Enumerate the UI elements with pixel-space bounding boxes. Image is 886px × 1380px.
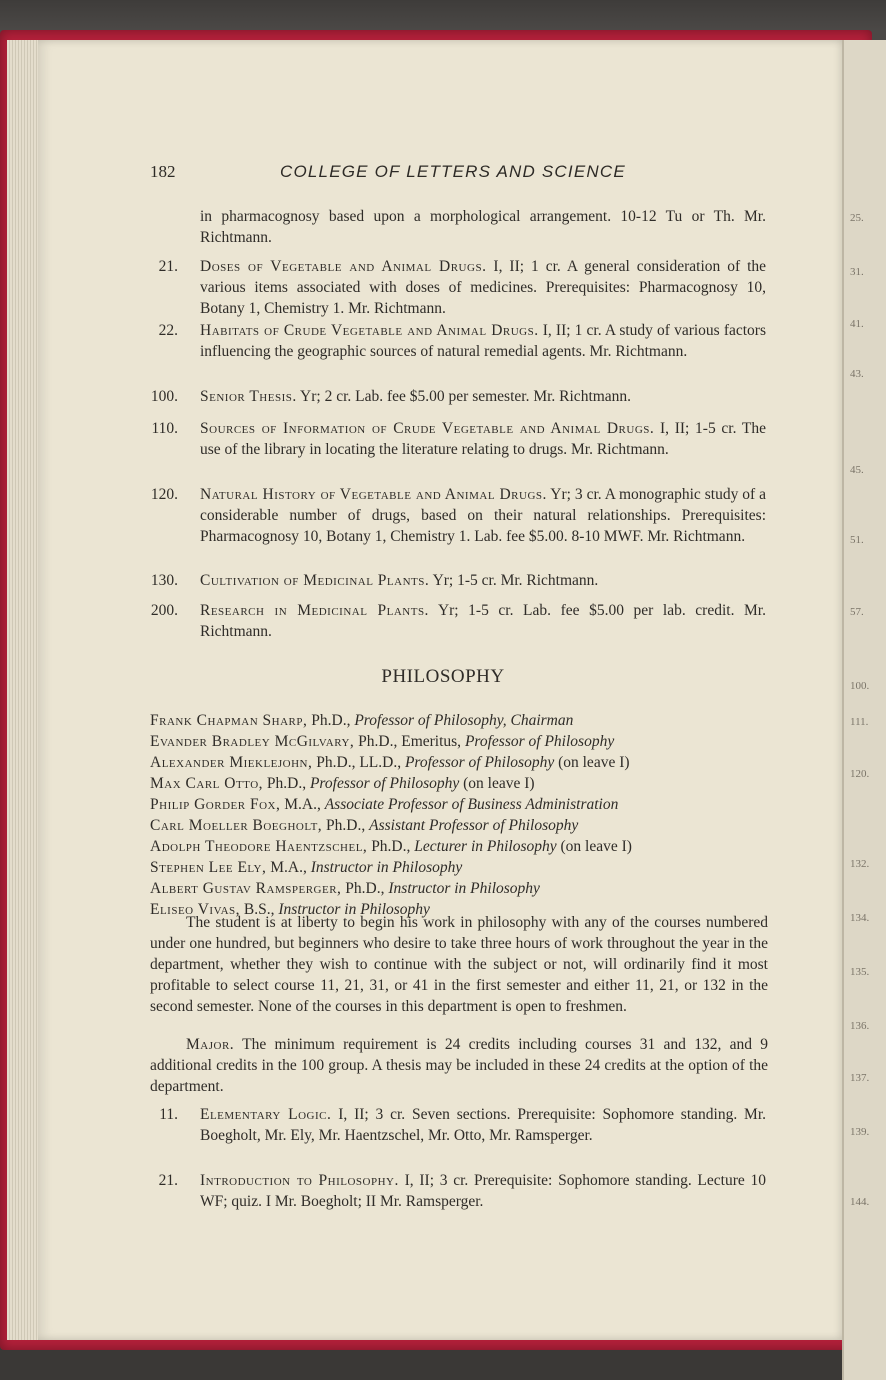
course-description — [200, 1104, 766, 1146]
edge-number: 111. — [850, 716, 869, 728]
page-number: 182 — [150, 162, 176, 181]
faculty-entry — [150, 731, 770, 752]
edge-number: 25. — [850, 212, 864, 224]
faculty-degree: B.S., — [240, 901, 279, 918]
faculty-name: Evander Bradley McGilvary, — [150, 733, 355, 750]
edge-number: 41. — [850, 318, 864, 330]
course-details: I, II; 1 cr. A study of various factors influencing the geographic sources of natural remedial agents. Mr. Richtmann. — [200, 322, 767, 360]
edge-number: 43. — [850, 368, 864, 380]
edge-number: 137. — [850, 1072, 870, 1084]
course-number: 21. — [158, 1172, 178, 1189]
course-title: Doses of Vegetable and Animal Drugs. — [200, 258, 487, 275]
faculty-role: Lecturer in Philosophy — [414, 838, 557, 855]
major-label: Major. — [186, 1036, 235, 1053]
faculty-name: Albert Gustav Ramsperger, — [150, 880, 342, 897]
course-details: Yr; 2 cr. Lab. fee $5.00 per semester. Mr. Richtmann. — [300, 388, 632, 405]
course-title: Cultivation of Medicinal Plants. — [200, 572, 430, 589]
edge-number: 134. — [850, 912, 870, 924]
faculty-name: Alexander Mieklejohn, — [150, 754, 313, 771]
continuation-text: in pharmacognosy based upon a morphological arrangement. 10-12 Tu or Th. Mr. Richtmann. — [200, 208, 766, 246]
edge-number: 51. — [850, 534, 864, 546]
faculty-note: (on leave I) — [459, 775, 535, 792]
course-details: I, II; 1-5 cr. The use of the library in locating the literature relating to drugs. Mr. Richtmann. — [200, 420, 766, 458]
course-number: 22. — [158, 322, 178, 339]
faculty-name: Max Carl Otto, — [150, 775, 264, 792]
section-heading: PHILOSOPHY — [381, 666, 505, 687]
course-description — [200, 256, 766, 319]
course-details: I, II; 1 cr. A general consideration of the various items associated with doses of medicines. Prerequisites: Pharmacognosy 10, Botany 1, Chemistry 1. Mr. Richtmann. — [200, 258, 767, 317]
course-description — [200, 418, 766, 460]
faculty-degree: Ph.D., LL.D., — [312, 754, 405, 771]
course-title: Sources of Information of Crude Vegetable and Animal Drugs. — [200, 420, 655, 437]
faculty-name: Eliseo Vivas, — [150, 901, 241, 918]
course-title: Introduction to Philosophy. — [200, 1172, 399, 1189]
course-details: I, II; 3 cr. Prerequisite: Sophomore standing. Lecture 10 WF; quiz. I Mr. Boegholt; II Mr. Ramsperger. — [200, 1172, 766, 1210]
faculty-entry — [150, 836, 770, 857]
faculty-name: Stephen Lee Ely, — [150, 859, 267, 876]
faculty-note: (on leave I) — [556, 838, 632, 855]
faculty-entry — [150, 752, 770, 773]
major-text: The minimum requirement is 24 credits including courses 31 and 132, and 9 additional credits in the 100 group. A thesis may be included in these 24 credits at the option of the department. — [150, 1036, 768, 1095]
faculty-degree: M.A., — [266, 859, 311, 876]
course-description — [200, 600, 766, 642]
faculty-entry — [150, 815, 770, 836]
course-details: Yr; 1-5 cr. Lab. fee $5.00 per lab. credit. Mr. Richtmann. — [200, 602, 766, 640]
intro-paragraph: The student is at liberty to begin his work in philosophy with any of the courses numbered under one hundred, but beginners who desire to take three hours of work throughout the year in the department, whether they wish to continue with the subject or not, will ordinarily find it most profitable to select course 11, 21, 31, or 41 in the first semester and either 11, 21, or 132 in the second semester. None of the courses in this department is open to freshmen. — [150, 914, 768, 1015]
edge-number: 132. — [850, 858, 870, 870]
course-title: Senior Thesis. — [200, 388, 297, 405]
course-title: Research in Medicinal Plants. — [200, 602, 429, 619]
edge-number: 139. — [850, 1126, 870, 1138]
faculty-name: Frank Chapman Sharp, — [150, 712, 308, 729]
faculty-role: Assistant Professor of Philosophy — [369, 817, 579, 834]
faculty-role: Professor of Philosophy, Chairman — [354, 712, 574, 729]
faculty-role: Associate Professor of Business Administration — [324, 796, 619, 813]
course-number: 110. — [151, 420, 178, 437]
edge-number: 136. — [850, 1020, 870, 1032]
faculty-role: Instructor in Philosophy — [310, 859, 463, 876]
course-title: Habitats of Crude Vegetable and Animal Drugs. — [200, 322, 539, 339]
faculty-list — [150, 710, 770, 920]
course-number: 130. — [150, 572, 178, 589]
faculty-entry — [150, 710, 770, 731]
faculty-degree: Ph.D., Emeritus, — [354, 733, 465, 750]
faculty-name: Carl Moeller Boegholt, — [150, 817, 323, 834]
course-description — [200, 320, 766, 362]
faculty-role: Instructor in Philosophy — [278, 901, 430, 918]
edge-number: 135. — [850, 966, 870, 978]
major-paragraph — [150, 1034, 768, 1097]
course-title: Natural History of Vegetable and Animal Drugs. — [200, 486, 547, 503]
course-description — [200, 1170, 766, 1212]
faculty-entry — [150, 794, 770, 815]
edge-number: 120. — [850, 768, 870, 780]
course-title: Elementary Logic. — [200, 1106, 332, 1123]
faculty-degree: Ph.D., — [307, 712, 355, 729]
faculty-role: Instructor in Philosophy — [388, 880, 540, 897]
edge-number: 31. — [850, 266, 864, 278]
faculty-degree: Ph.D., — [341, 880, 389, 897]
course-description — [200, 570, 766, 591]
course-details: Yr; 3 cr. A monographic study of a considerable number of drugs, based on their natural relationships. Prerequisites: Pharmacognosy 10, Botany 1, Chemistry 1. Lab. fee $5.00. 8-10 MWF. Mr. Richtmann. — [200, 486, 766, 545]
faculty-entry — [150, 773, 770, 794]
faculty-name: Adolph Theodore Haentzschel, — [150, 838, 368, 855]
running-title: COLLEGE OF LETTERS AND SCIENCE — [280, 162, 626, 181]
running-head — [0, 162, 886, 186]
edge-number: 45. — [850, 464, 864, 476]
next-page-edge — [842, 40, 886, 1380]
faculty-degree: Ph.D., — [322, 817, 370, 834]
course-number: 100. — [150, 388, 178, 405]
course-number: 120. — [150, 486, 178, 503]
course-description — [200, 484, 766, 547]
course-details: I, II; 3 cr. Seven sections. Prerequisite: Sophomore standing. Mr. Boegholt, Mr. Ely, Mr. Haentzschel, Mr. Otto, Mr. Ramsperger. — [200, 1106, 766, 1144]
faculty-degree: Ph.D., — [263, 775, 310, 792]
faculty-note: (on leave I) — [554, 754, 630, 771]
course-number: 200. — [150, 602, 178, 619]
course-description — [200, 386, 766, 407]
faculty-degree: M.A., — [280, 796, 325, 813]
faculty-entry — [150, 878, 770, 899]
faculty-role: Professor of Philosophy — [464, 733, 615, 750]
faculty-entry — [150, 857, 770, 878]
course-number: 21. — [158, 258, 178, 275]
faculty-name: Philip Gorder Fox, — [150, 796, 281, 813]
faculty-degree: Ph.D., — [367, 838, 415, 855]
edge-number: 144. — [850, 1196, 870, 1208]
faculty-role: Professor of Philosophy — [309, 775, 460, 792]
edge-number: 57. — [850, 606, 864, 618]
faculty-role: Professor of Philosophy — [404, 754, 555, 771]
course-number: 11. — [159, 1106, 178, 1123]
edge-number: 100. — [850, 680, 870, 692]
course-details: Yr; 1-5 cr. Mr. Richtmann. — [432, 572, 599, 589]
